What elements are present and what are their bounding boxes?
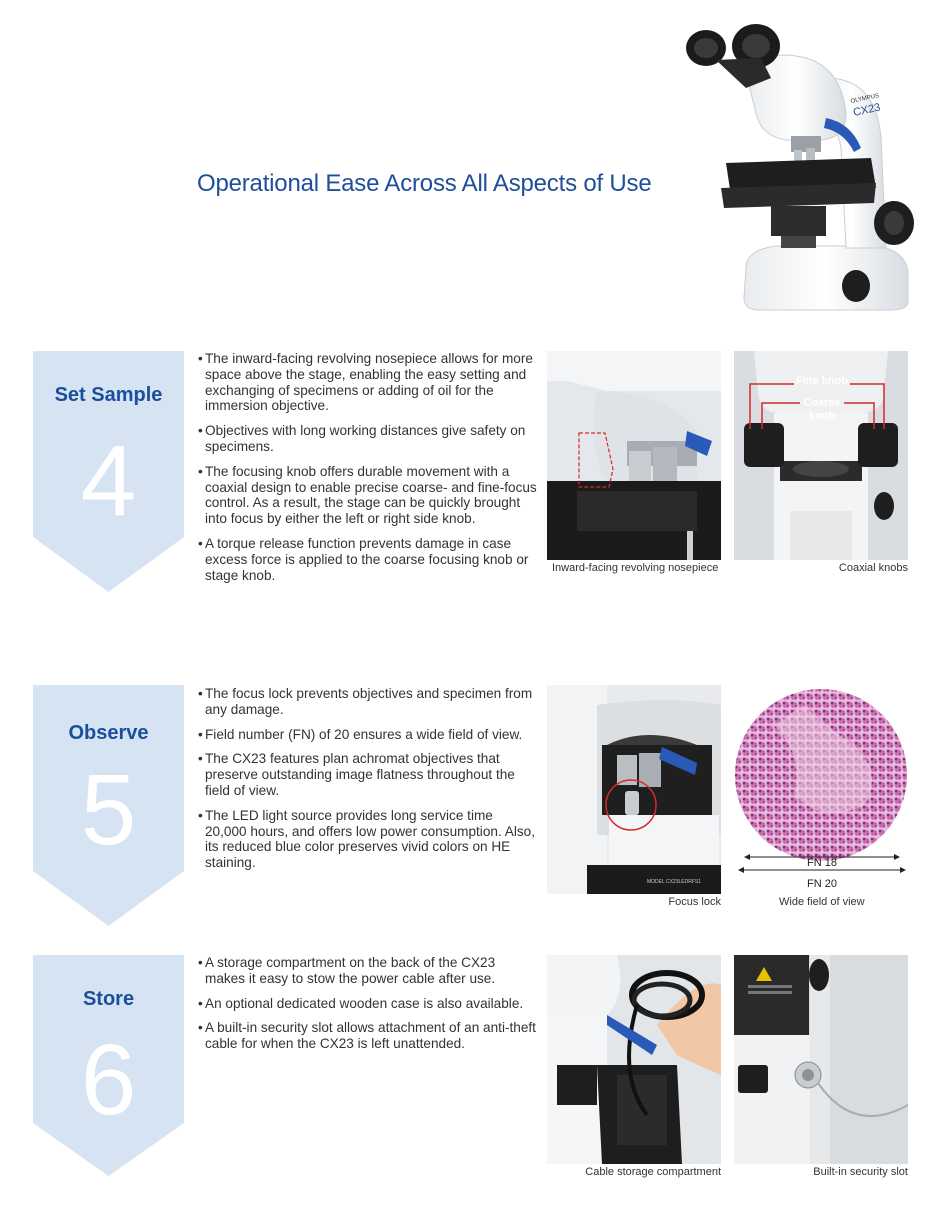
photo-caption: Coaxial knobs (838, 562, 908, 574)
label-coarse: Coarse (803, 397, 841, 409)
model-label-text: MODEL CX23LEDRFS1 (647, 879, 701, 885)
bullet-list-observe (198, 686, 538, 880)
photo-nosepiece (547, 351, 721, 560)
bullet-item: • The CX23 features plan achromat objectives that preserve outstanding image flatness throughout the field of view. (198, 751, 538, 798)
bullet-item: • The inward-facing revolving nosepiece allows for more space above the stage, enabling the easy setting and exchanging of specimens or adding of oil for the immersion objective. (198, 351, 538, 414)
photo-security-slot (734, 955, 908, 1164)
label-fine-knob: Fine knob (796, 375, 848, 387)
bullet-item: • The focusing knob offers durable movement with a coaxial design to enable precise coarse- and fine-focus control. As a result, the stage can be quickly brought into focus by either the left or right side knob. (198, 464, 538, 527)
label-fn18: FN 18 (807, 857, 837, 869)
section-label: Set Sample (54, 384, 163, 406)
photo-cable-storage (547, 955, 721, 1164)
section-number: 4 (80, 425, 137, 537)
photo-caption: Inward-facing revolving nosepiece (552, 562, 719, 574)
photo-caption: Built-in security slot (813, 1166, 908, 1178)
bullet-item: • A torque release function prevents damage in case excess force is applied to the coarse focusing knob or stage knob. (198, 536, 538, 583)
microscope-hero-image (676, 18, 926, 318)
bullet-item: • Objectives with long working distances give safety on specimens. (198, 423, 538, 455)
bullet-item: • An optional dedicated wooden case is also available. (198, 996, 538, 1012)
hero-model-text: CX23 (852, 101, 882, 119)
hero-brand-text: OLYMPUS (850, 93, 880, 105)
photo-wide-field-of-view (734, 685, 910, 894)
photo-caption: Wide field of view (779, 896, 865, 908)
section-label: Observe (68, 722, 149, 744)
section-badge-observe (33, 685, 184, 926)
photo-caption: Focus lock (668, 896, 721, 908)
label-fn20: FN 20 (807, 878, 837, 890)
bullet-item: • Field number (FN) of 20 ensures a wide field of view. (198, 727, 538, 743)
section-badge-store (33, 955, 184, 1176)
section-badge-set-sample (33, 351, 184, 592)
label-knob: knob (808, 410, 836, 422)
section-label: Store (82, 988, 135, 1010)
bullet-item: • A built-in security slot allows attachment of an anti-theft cable for when the CX23 is left unattended. (198, 1020, 538, 1052)
section-number: 6 (80, 1024, 137, 1136)
bullet-item: • A storage compartment on the back of the CX23 makes it easy to stow the power cable after use. (198, 955, 538, 987)
photo-coaxial-knobs (734, 351, 908, 560)
bullet-item: • The LED light source provides long service time 20,000 hours, and offers low power consumption. Also, its reduced blue color preserves vivid colors on HE staining. (198, 808, 538, 871)
photo-caption: Cable storage compartment (585, 1166, 721, 1178)
page-title: Operational Ease Across All Aspects of Use (197, 170, 652, 197)
section-number: 5 (80, 754, 137, 866)
bullet-list-set-sample (198, 351, 538, 592)
photo-focus-lock (547, 685, 721, 894)
bullet-list-store (198, 955, 538, 1061)
bullet-item: • The focus lock prevents objectives and specimen from any damage. (198, 686, 538, 718)
